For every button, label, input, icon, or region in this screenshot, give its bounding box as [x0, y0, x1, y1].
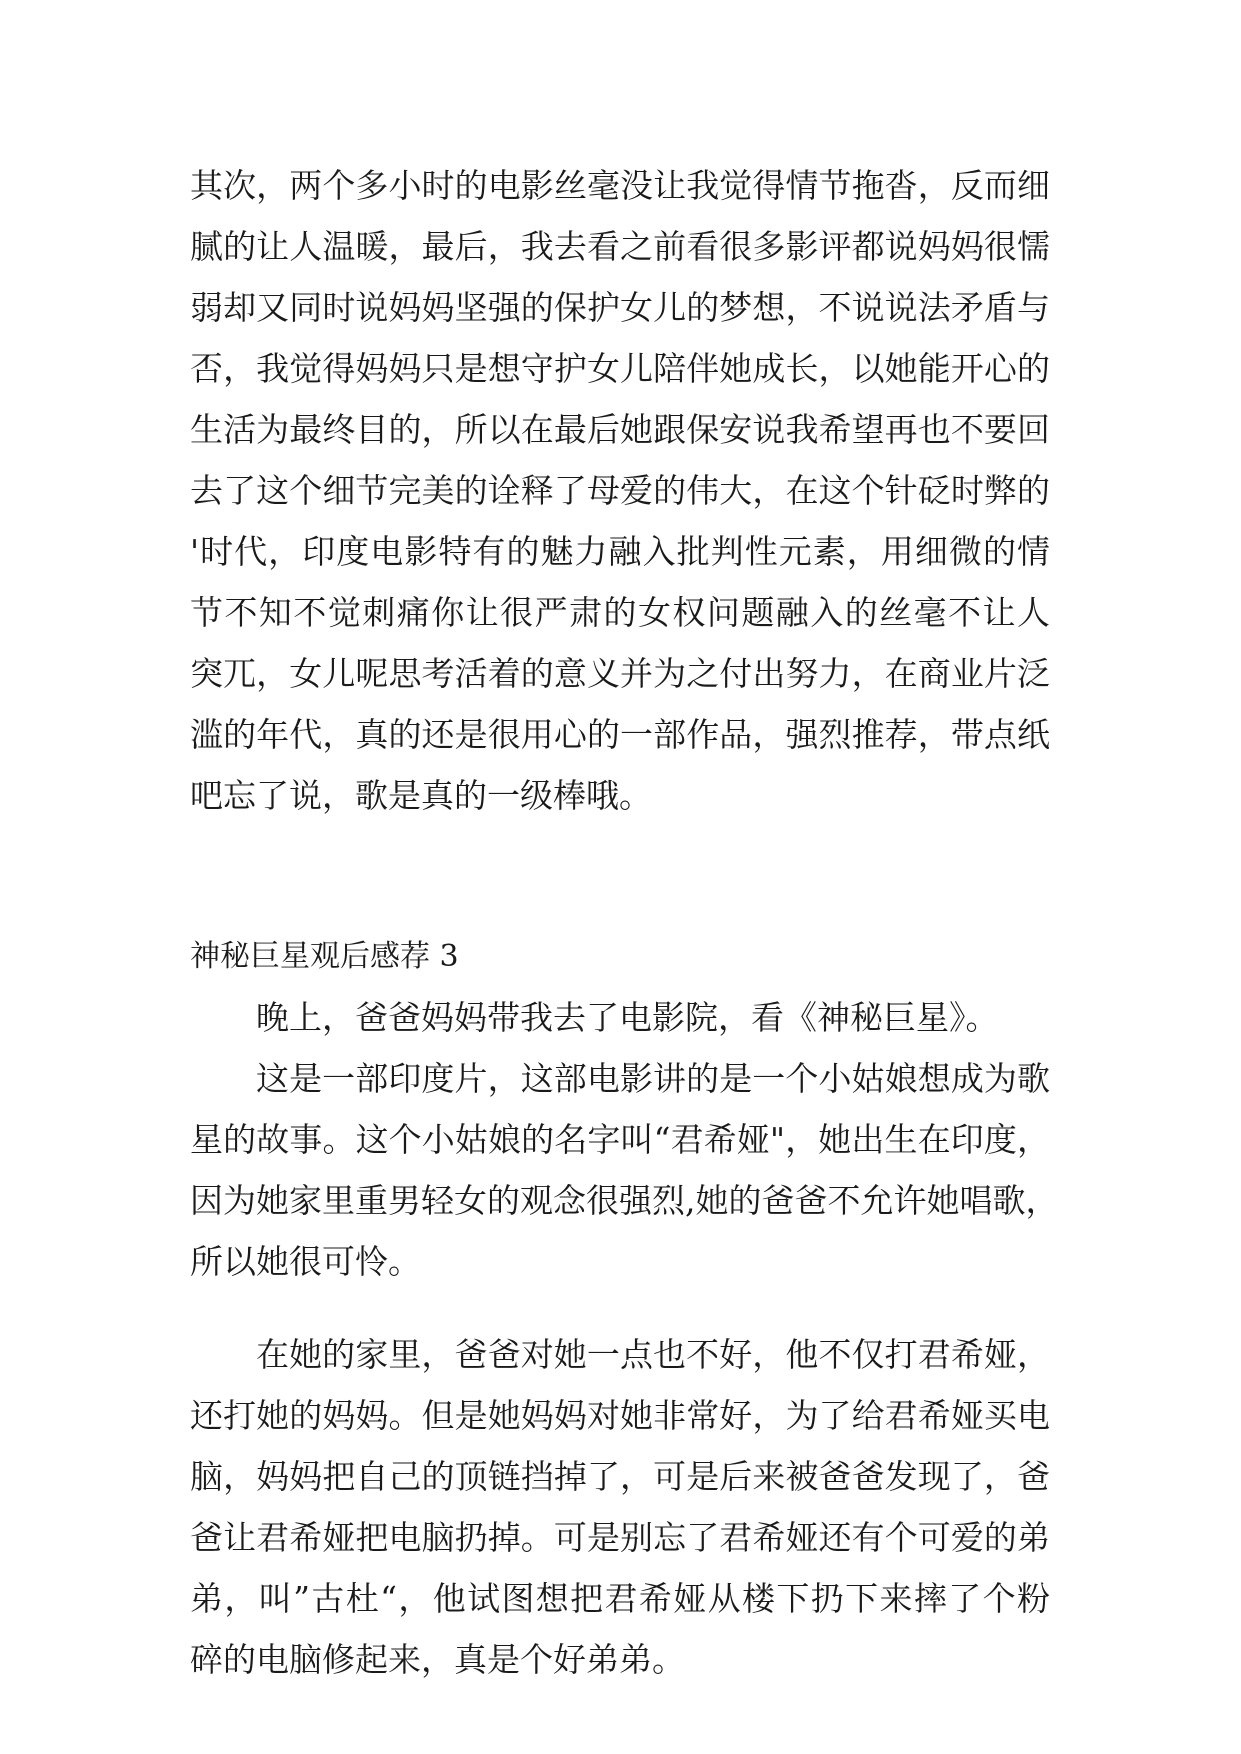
document-page: [190, 155, 1059, 1690]
paragraph-gap: [190, 1292, 1050, 1324]
text-line: 爸让君希娅把电脑扔掉。可是别忘了君希娅还有个可爱的弟: [190, 1518, 1050, 1557]
text-line: 去了这个细节完美的诠释了母爱的伟大，在这个针砭时弊的: [190, 471, 1050, 510]
text-line: 否，我觉得妈妈只是想守护女儿陪伴她成长，以她能开心的: [190, 349, 1050, 388]
text-line: 碎的电脑修起来，真是个好弟弟。: [190, 1640, 685, 1679]
text-line: 腻的让人温暖，最后，我去看之前看很多影评都说妈妈很懦: [190, 227, 1050, 266]
text-line: 滥的年代，真的还是很用心的一部作品，强烈推荐，带点纸: [190, 715, 1050, 754]
text-line: 弟，叫”古杜“，他试图想把君希娅从楼下扔下来摔了个粉: [190, 1579, 1050, 1618]
text-line: 生活为最终目的，所以在最后她跟保安说我希望再也不要回: [190, 410, 1050, 449]
text-line: 吧忘了说，歌是真的一级棒哦。: [190, 776, 652, 815]
text-line: 在她的家里，爸爸对她一点也不好，他不仅打君希娅，: [256, 1335, 1050, 1374]
paragraph-continuation: [190, 155, 1050, 826]
text-line: 星的故事。这个小姑娘的名字叫“君希娅"，她出生在印度，: [190, 1120, 1050, 1159]
text-line: 所以她很可怜。: [190, 1242, 421, 1281]
section-heading: 神秘巨星观后感荐 3: [190, 939, 459, 974]
text-line: 因为她家里重男轻女的观念很强烈,她的爸爸不允许她唱歌，: [190, 1181, 1059, 1220]
text-line: 晚上，爸爸妈妈带我去了电影院，看《神秘巨星》。: [256, 998, 999, 1037]
paragraph-story: [190, 1048, 1059, 1292]
text-line: 节不知不觉刺痛你让很严肃的女权问题融入的丝毫不让人: [190, 593, 1050, 632]
text-line: 突兀，女儿呢思考活着的意义并为之付出努力，在商业片泛: [190, 654, 1050, 693]
paragraph-family: [190, 1324, 1050, 1690]
section-gap: [190, 826, 1050, 926]
text-line: 其次，两个多小时的电影丝毫没让我觉得情节拖沓，反而细: [190, 166, 1050, 205]
text-line: 还打她的妈妈。但是她妈妈对她非常好，为了给君希娅买电: [190, 1396, 1050, 1435]
text-line: 脑，妈妈把自己的顶链挡掉了，可是后来被爸爸发现了，爸: [190, 1457, 1050, 1496]
text-line: 弱却又同时说妈妈坚强的保护女儿的梦想，不说说法矛盾与: [190, 288, 1050, 327]
paragraph-intro: [190, 987, 1050, 1048]
text-line: 这是一部印度片，这部电影讲的是一个小姑娘想成为歌: [256, 1059, 1050, 1098]
text-line: '时代，印度电影特有的魅力融入批判性元素，用细微的情: [190, 532, 1050, 571]
